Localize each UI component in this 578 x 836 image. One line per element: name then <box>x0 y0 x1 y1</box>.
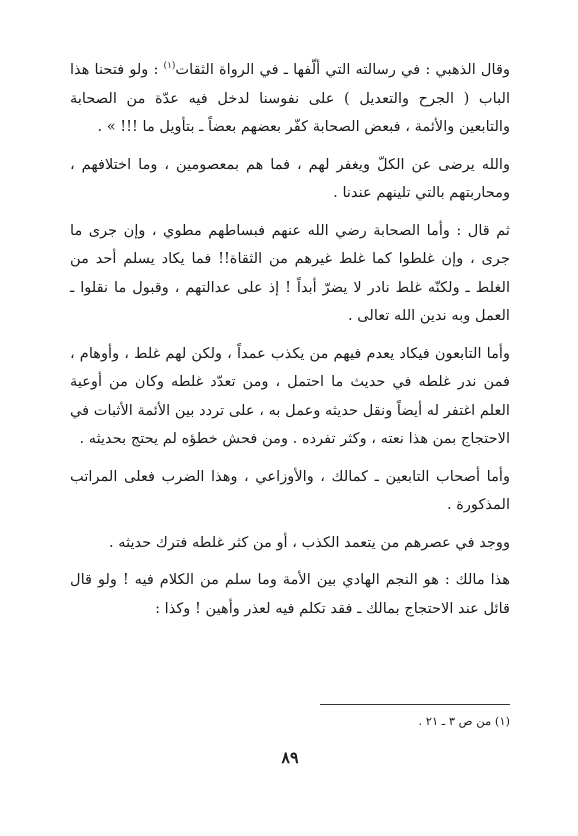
paragraph-followers-of-successors: وأما أصحاب التابعين ـ كمالك ، والأوزاعي ، وهذا الضرب فعلى المراتب المذكورة . <box>70 467 510 513</box>
paragraph-liars-in-era: ووجد في عصرهم من يتعمد الكذب ، أو من كثر غلطه فترك حديثه . <box>108 533 510 551</box>
book-page <box>70 56 510 816</box>
footnote-divider <box>320 704 510 705</box>
paragraph-dhahabi-quote <box>70 56 510 142</box>
paragraph-companions-forgiveness: والله يرضى عن الكلّ ويغفر لهم ، فما هم بمعصومين ، وما اختلافهم ، ومحاربتهم بالتي تلينهم عندنا . <box>70 155 510 201</box>
paragraph-companions-status: ثم قال : وأما الصحابة رضي الله عنهم فبساطهم مطوي ، وإن جرى ما جرى ، وإن غلطوا كما غلط غيرهم من الثقاة!! فما يكاد يسلم أحد من الغلط ـ ولكنّه غلط نادر لا يضرّ أبداً ! إذ على عدالتهم ، وقبول ما نقلوا ـ العمل وبه ندين الله تعالى . <box>70 221 510 324</box>
paragraph-text: : ولو فتحنا هذا الباب ( الجرح والتعديل ) على نفوسنا لدخل فيه عدّة من الصحابة والتابعين والأئمة ، فبعض الصحابة كفّر بعضهم بعضاً ـ بتأويل ما !!! » . <box>70 61 510 135</box>
footnote-reference: (١) <box>163 61 176 72</box>
paragraph-malik: هذا مالك : هو النجم الهادي بين الأمة وما سلم من الكلام فيه ! ولو قال قائل عند الاحتجاج بمالك ـ فقد تكلم فيه لعذر وأهين ! وكذا : <box>70 571 510 617</box>
paragraph-text: وقال الذهبي : في رسالته التي ألّفها ـ في الرواة الثقات <box>175 61 510 78</box>
page-number: ٨٩ <box>281 748 299 767</box>
paragraph-successors: وأما التابعون فيكاد يعدم فيهم من يكذب عمداً ، ولكن لهم غلط ، وأوهام ، فمن ندر غلطه في حديث ما احتمل ، ومن تعدّد غلطه وكان من أوعية العلم اغتفر له أيضاً ونقل حديثه وعمل به ، على تردد بين الأئمة الأثبات في الاحتجاج بمن هذا نعته ، وكثر تفرده . ومن فحش خطؤه لم يحتج بحديثه . <box>70 344 510 447</box>
footnote-text: (١) من ص ٣ ـ ٢١ . <box>418 714 510 728</box>
